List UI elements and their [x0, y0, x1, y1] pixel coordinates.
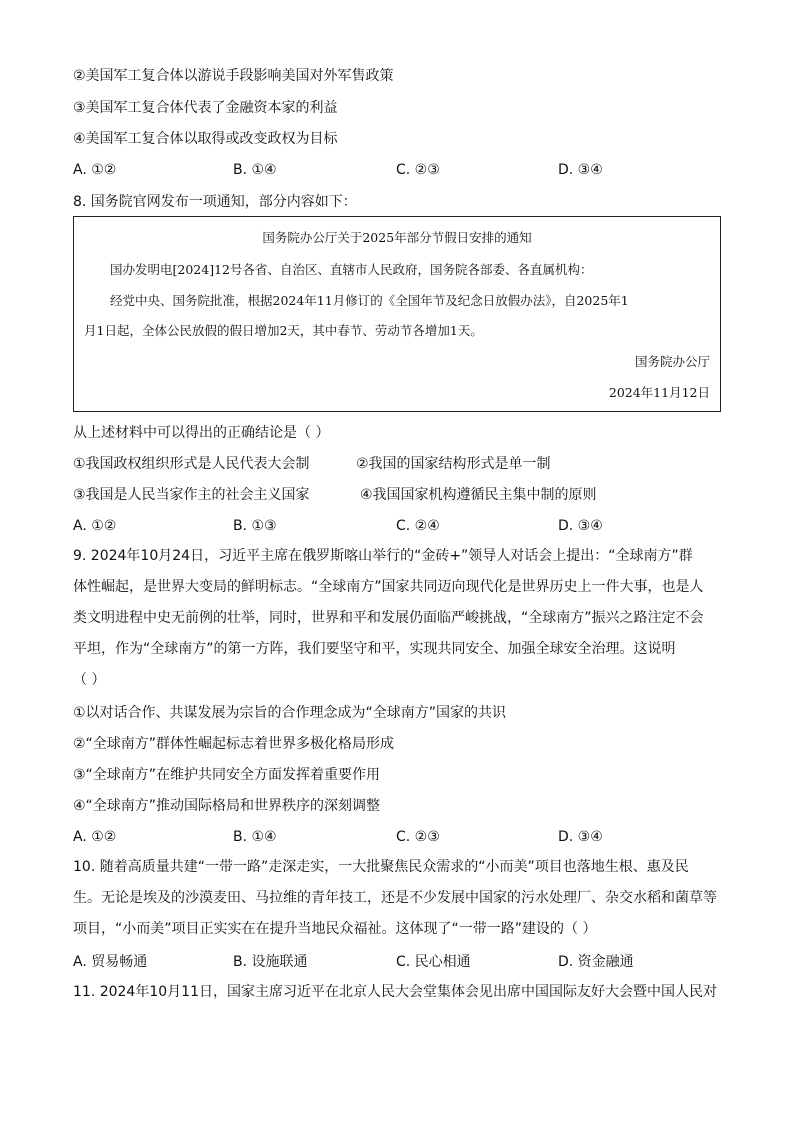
notice-box	[73, 216, 721, 412]
q11-stem-line-1: 11. 2024年10月11日，国家主席习近平在北京人民大会堂集体会见出席中国国际友好大会暨中国人民对	[73, 984, 717, 1000]
q11-stem	[73, 977, 723, 1008]
q10-option-a: A. 贸易畅通	[73, 954, 148, 970]
q9-stem-line-2: 体性崛起，是世界大变局的鲜明标志。“全球南方”国家共同迈向现代化是世界历史上一件大事，也是人	[73, 579, 704, 595]
q7-option-a: A. ①②	[73, 162, 117, 178]
notice-title: 国务院办公厅关于2025年部分节假日安排的通知	[262, 230, 532, 245]
q8-option-c: C. ②④	[396, 518, 440, 534]
notice-date: 2024年11月12日	[608, 385, 710, 400]
q8-stem: 8. 国务院官网发布一项通知，部分内容如下：	[73, 194, 357, 210]
q9-option-b: B. ①④	[233, 829, 277, 845]
q7-option-d: D. ③④	[558, 162, 603, 178]
q10-option-c: C. 民心相通	[396, 954, 471, 970]
q9-stem-line-5: （ ）	[73, 672, 106, 688]
q9-stem-line-3: 类文明进程中史无前例的壮举，同时，世界和平和发展仍面临严峻挑战，“全球南方”振兴之路注定不会	[73, 610, 704, 626]
q10-stem-line-1: 10. 随着高质量共建“一带一路”走深走实，一大批聚焦民众需求的“小而美”项目也落地生根、惠及民	[73, 859, 689, 875]
q9-option-d: D. ③④	[558, 829, 603, 845]
q9-option-c: C. ②③	[396, 829, 440, 845]
q9-statement-4: ④“全球南方”推动国际格局和世界秩序的深刻调整	[73, 798, 381, 814]
q10-stem-line-3: 项目，“小而美”项目正实实在在提升当地民众福祉。这体现了“一带一路”建设的（ ）	[73, 921, 597, 937]
q9-stem-line-1: 9. 2024年10月24日，习近平主席在俄罗斯喀山举行的“金砖+”领导人对话会上提出：“全球南方”群	[73, 548, 693, 564]
q9-stem-line-4: 平坦，作为“全球南方”的第一方阵，我们要坚守和平，实现共同安全、加强全球安全治理。这说明	[73, 641, 676, 657]
q8-question: 从上述材料中可以得出的正确结论是（ ）	[73, 425, 330, 441]
q9-option-a: A. ①②	[73, 829, 117, 845]
q7-statement-3: ③美国军工复合体代表了金融资本家的利益	[73, 100, 338, 116]
q10-option-d: D. 资金融通	[558, 954, 634, 970]
q7-option-c: C. ②③	[396, 162, 440, 178]
q8-statement-4: ④我国国家机构遵循民主集中制的原则	[360, 487, 597, 503]
q8-statement-2: ②我国的国家结构形式是单一制	[356, 456, 551, 472]
q8-statement-3: ③我国是人民当家作主的社会主义国家	[73, 487, 310, 503]
q10-stem-line-2: 生。无论是埃及的沙漠麦田、马拉维的青年技工，还是不少发展中国家的污水处理厂、杂交水稻和菌草等	[73, 890, 717, 906]
notice-body-line-1: 经党中央、国务院批准，根据2024年11月修订的《全国年节及纪念日放假办法》，自2025年1	[110, 293, 629, 308]
notice-signer: 国务院办公厅	[634, 354, 710, 369]
q8-statement-1: ①我国政权组织形式是人民代表大会制	[73, 456, 310, 472]
q10-option-b: B. 设施联通	[233, 954, 308, 970]
q7-statement-4: ④美国军工复合体以取得或改变政权为目标	[73, 131, 338, 147]
q8-option-b: B. ①③	[233, 518, 277, 534]
q9-statement-2: ②“全球南方”群体性崛起标志着世界多极化格局形成	[73, 736, 395, 752]
q8-option-a: A. ①②	[73, 518, 117, 534]
q8-option-d: D. ③④	[558, 518, 603, 534]
q9-statement-3: ③“全球南方”在维护共同安全方面发挥着重要作用	[73, 767, 381, 783]
q7-statement-2: ②美国军工复合体以游说手段影响美国对外军售政策	[73, 68, 394, 84]
notice-body-line-2: 月1日起，全体公民放假的假日增加2天，其中春节、劳动节各增加1天。	[84, 323, 483, 338]
q9-stem	[73, 541, 723, 696]
q10-stem	[73, 852, 723, 945]
q9-statement-1: ①以对话合作、共谋发展为宗旨的合作理念成为“全球南方”国家的共识	[73, 705, 507, 721]
q7-option-b: B. ①④	[233, 162, 277, 178]
notice-recipients: 国办发明电[2024]12号各省、自治区、直辖市人民政府，国务院各部委、各直属机构：	[110, 262, 593, 277]
